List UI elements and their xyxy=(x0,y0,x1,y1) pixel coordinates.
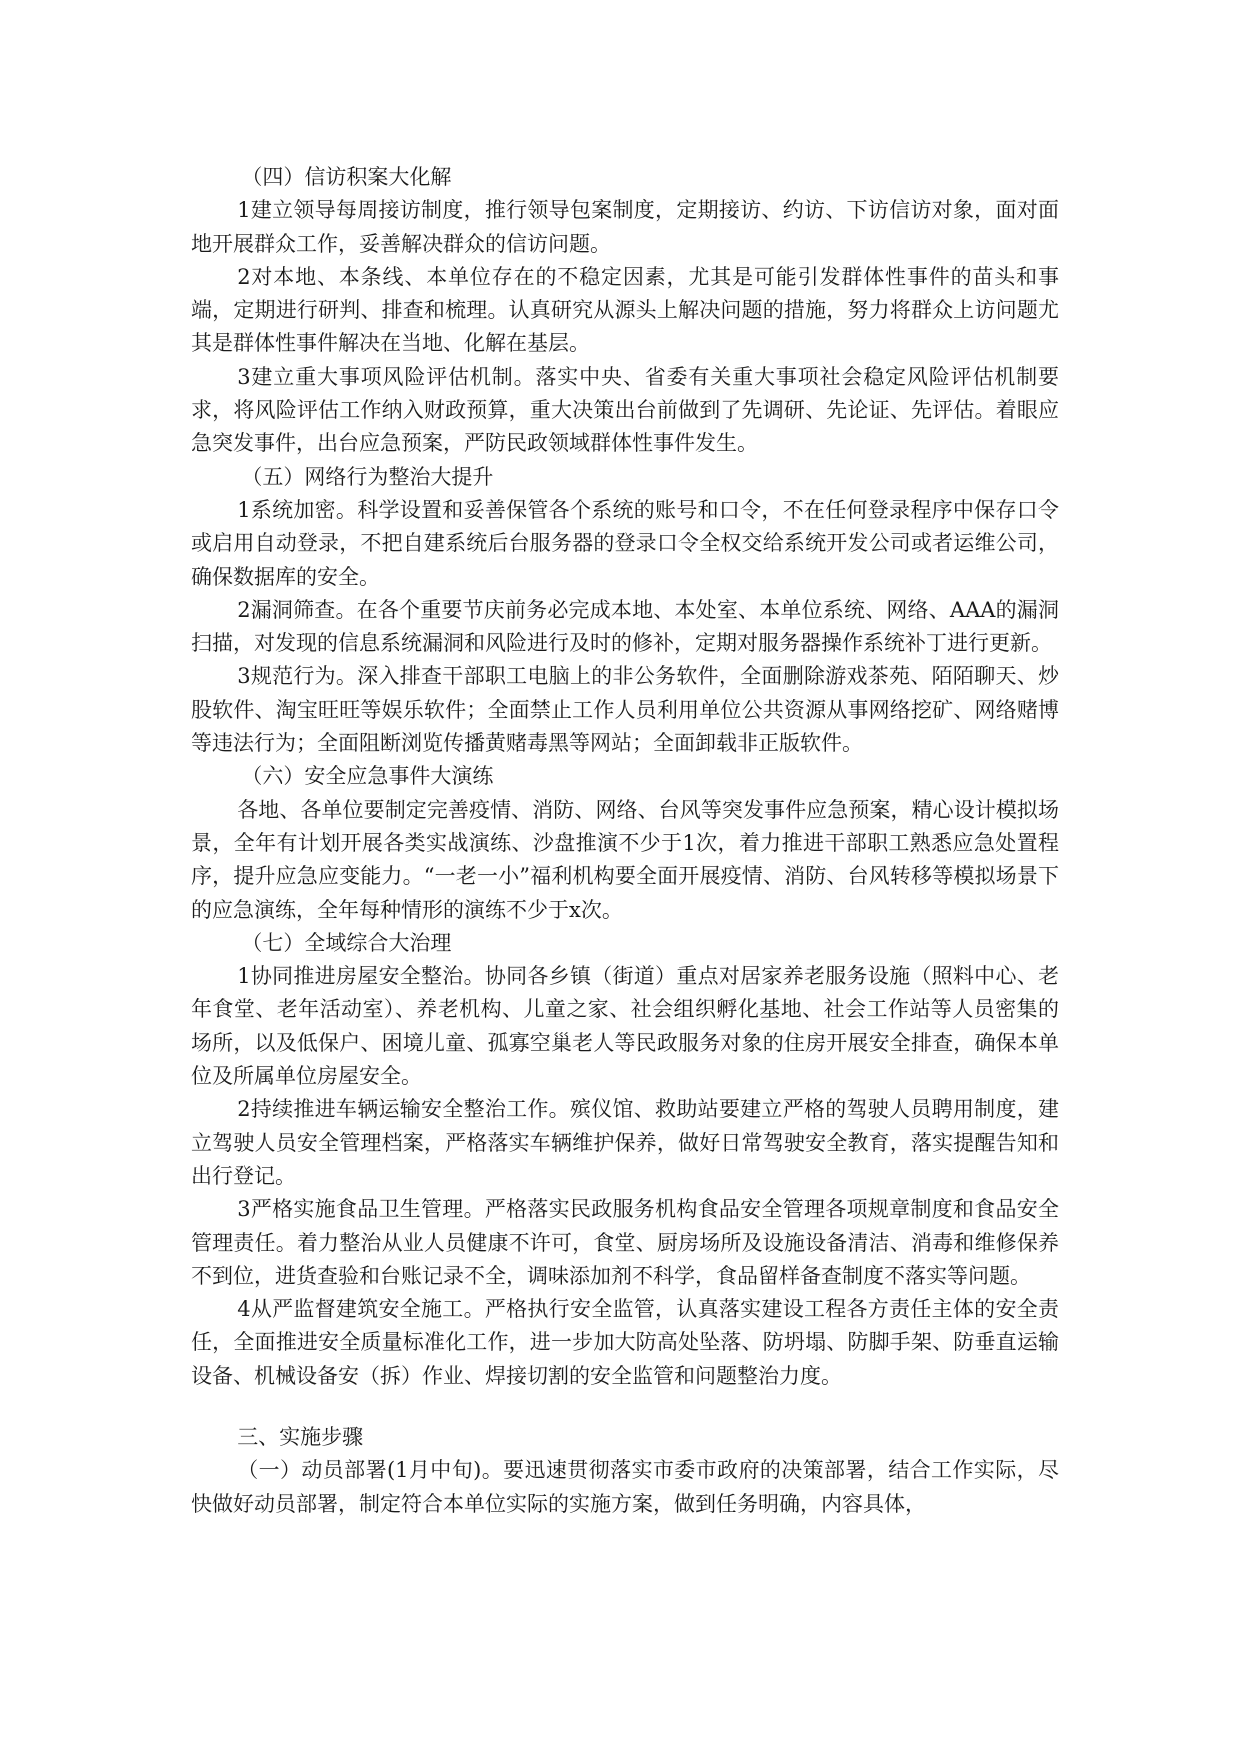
paragraph-6-1: 各地、各单位要制定完善疫情、消防、网络、台风等突发事件应急预案，精心设计模拟场景，全年有计划开展各类实战演练、沙盘推演不少于1次，着力推进干部职工熟悉应急处置程序，提升应急应变能力。“一老一小”福利机构要全面开展疫情、消防、台风转移等模拟场景下的应急演练，全年每种情形的演练不少于x次。 xyxy=(191,797,1059,922)
section-heading-5: （五）网络行为整治大提升 xyxy=(241,464,494,489)
section-heading-6: （六）安全应急事件大演练 xyxy=(241,764,494,789)
paragraph-4-3: 3建立重大事项风险评估机制。落实中央、省委有关重大事项社会稳定风险评估机制要求，将风险评估工作纳入财政预算，重大决策出台前做到了先调研、先论证、先评估。着眼应急突发事件，出台应急预案，严防民政领域群体性事件发生。 xyxy=(191,364,1059,456)
blank-line xyxy=(191,1393,1059,1421)
section-heading-7: （七）全域综合大治理 xyxy=(241,930,452,955)
paragraph-5-2: 2漏洞筛查。在各个重要节庆前务必完成本地、本处室、本单位系统、网络、AAA的漏洞扫描，对发现的信息系统漏洞和风险进行及时的修补，定期对服务器操作系统补丁进行更新。 xyxy=(191,597,1059,656)
paragraph-4-1: 1建立领导每周接访制度，推行领导包案制度，定期接访、约访、下访信访对象，面对面地开展群众工作，妥善解决群众的信访问题。 xyxy=(191,198,1059,256)
paragraph-4-2: 2对本地、本条线、本单位存在的不稳定因素，尤其是可能引发群体性事件的苗头和事端，定期进行研判、排查和梳理。认真研究从源头上解决问题的措施，努力将群众上访问题尤其是群体性事件解决在当地、化解在基层。 xyxy=(191,264,1059,356)
document-body xyxy=(191,161,1059,1521)
paragraph-7-4: 4从严监督建筑安全施工。严格执行安全监管，认真落实建设工程各方责任主体的安全责任，全面推进安全质量标准化工作，进一步加大防高处坠落、防坍塌、防脚手架、防垂直运输设备、机械设备安（拆）作业、焊接切割的安全监管和问题整治力度。 xyxy=(191,1297,1059,1388)
paragraph-3-1: （一）动员部署(1月中旬)。要迅速贯彻落实市委市政府的决策部署，结合工作实际，尽快做好动员部署，制定符合本单位实际的实施方案，做到任务明确，内容具体， xyxy=(191,1458,1059,1516)
paragraph-5-1: 1系统加密。科学设置和妥善保管各个系统的账号和口令，不在任何登录程序中保存口令或启用自动登录，不把自建系统后台服务器的登录口令全权交给系统开发公司或者运维公司，确保数据库的安全。 xyxy=(191,497,1059,589)
paragraph-7-2: 2持续推进车辆运输安全整治工作。殡仪馆、救助站要建立严格的驾驶人员聘用制度，建立驾驶人员安全管理档案，严格落实车辆维护保养，做好日常驾驶安全教育，落实提醒告知和出行登记。 xyxy=(191,1097,1059,1188)
paragraph-7-3: 3严格实施食品卫生管理。严格落实民政服务机构食品安全管理各项规章制度和食品安全管理责任。着力整治从业人员健康不许可，食堂、厨房场所及设施设备清洁、消毒和维修保养不到位，进货查验和台账记录不全，调味添加剂不科学，食品留样备查制度不落实等问题。 xyxy=(191,1197,1059,1288)
section-heading-4: （四）信访积案大化解 xyxy=(241,165,452,189)
chapter-heading-3: 三、实施步骤 xyxy=(237,1424,364,1449)
paragraph-7-1: 1协同推进房屋安全整治。协同各乡镇（街道）重点对居家养老服务设施（照料中心、老年食堂、老年活动室）、养老机构、儿童之家、社会组织孵化基地、社会工作站等人员密集的场所，以及低保户、困境儿童、孤寡空巢老人等民政服务对象的住房开展安全排查，确保本单位及所属单位房屋安全。 xyxy=(191,964,1059,1089)
paragraph-5-3: 3规范行为。深入排查干部职工电脑上的非公务软件，全面删除游戏茶苑、陌陌聊天、炒股软件、淘宝旺旺等娱乐软件；全面禁止工作人员利用单位公共资源从事网络挖矿、网络赌博等违法行为；全面阻断浏览传播黄赌毒黑等网站；全面卸载非正版软件。 xyxy=(191,664,1059,756)
